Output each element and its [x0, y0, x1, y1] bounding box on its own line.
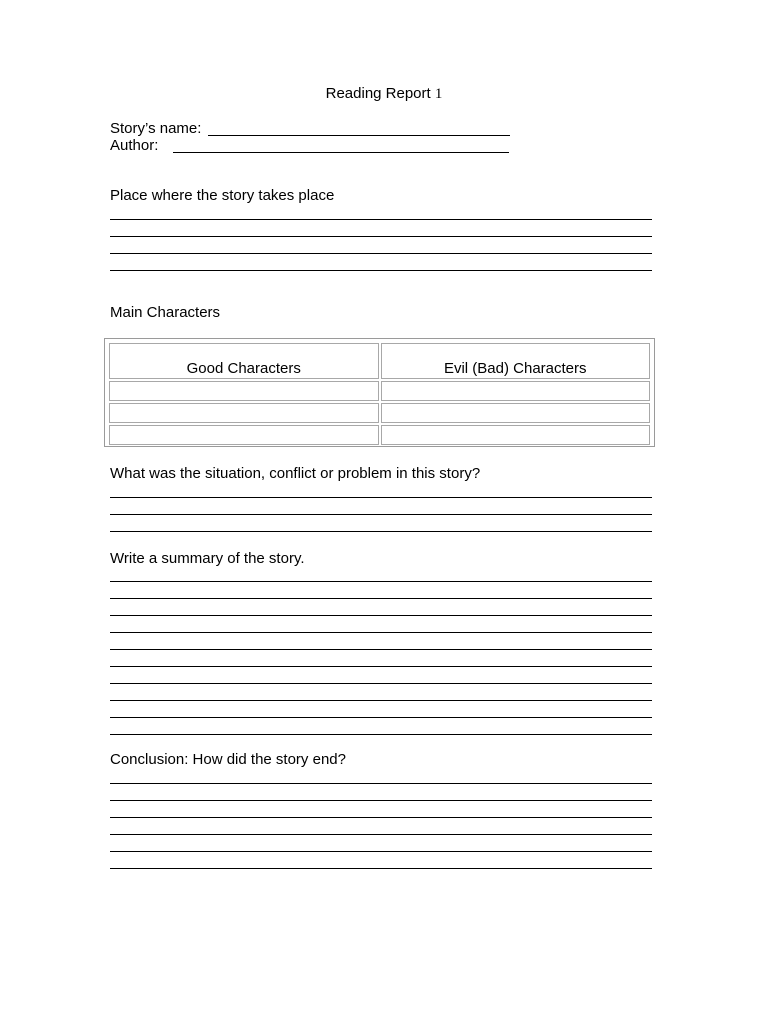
summary-answer-line [110, 632, 652, 633]
story-name-blank-line [208, 135, 510, 136]
characters-table-header-row [109, 343, 650, 379]
good-characters-header: Good Characters [109, 343, 379, 379]
conflict-answer-line [110, 531, 652, 532]
summary-answer-line [110, 598, 652, 599]
summary-answer-line [110, 683, 652, 684]
place-answer-line [110, 270, 652, 271]
author-blank-line [173, 152, 509, 153]
summary-answer-line [110, 666, 652, 667]
story-name-label: Story’s name: [110, 120, 202, 137]
main-characters-heading: Main Characters [110, 304, 221, 321]
summary-answer-line [110, 649, 652, 650]
conclusion-answer-line [110, 834, 652, 835]
title-number: 1 [434, 86, 443, 102]
evil-characters-header: Evil (Bad) Characters [381, 343, 651, 379]
conclusion-answer-line [110, 783, 652, 784]
summary-answer-line [110, 615, 652, 616]
summary-answer-line [110, 734, 652, 735]
summary-answer-line [110, 581, 652, 582]
conflict-answer-line [110, 497, 652, 498]
characters-table-row [109, 403, 650, 423]
summary-prompt: Write a summary of the story. [110, 550, 305, 567]
page-title [0, 85, 768, 103]
conflict-answer-line [110, 514, 652, 515]
summary-answer-line [110, 700, 652, 701]
good-character-cell[interactable] [109, 425, 379, 445]
evil-character-cell[interactable] [381, 425, 651, 445]
good-character-cell[interactable] [109, 403, 379, 423]
author-label: Author: [110, 137, 159, 154]
conclusion-answer-line [110, 817, 652, 818]
conclusion-answer-line [110, 851, 652, 852]
good-character-cell[interactable] [109, 381, 379, 401]
summary-answer-line [110, 717, 652, 718]
place-answer-line [110, 219, 652, 220]
characters-table-row [109, 425, 650, 445]
conflict-prompt: What was the situation, conflict or problem in this story? [110, 465, 481, 482]
place-answer-line [110, 253, 652, 254]
characters-table-row [109, 381, 650, 401]
conclusion-prompt: Conclusion: How did the story end? [110, 751, 346, 768]
conclusion-answer-line [110, 800, 652, 801]
place-prompt: Place where the story takes place [110, 187, 335, 204]
title-text: Reading Report [325, 85, 431, 102]
evil-character-cell[interactable] [381, 381, 651, 401]
characters-table [104, 338, 655, 447]
conclusion-answer-line [110, 868, 652, 869]
place-answer-line [110, 236, 652, 237]
evil-character-cell[interactable] [381, 403, 651, 423]
